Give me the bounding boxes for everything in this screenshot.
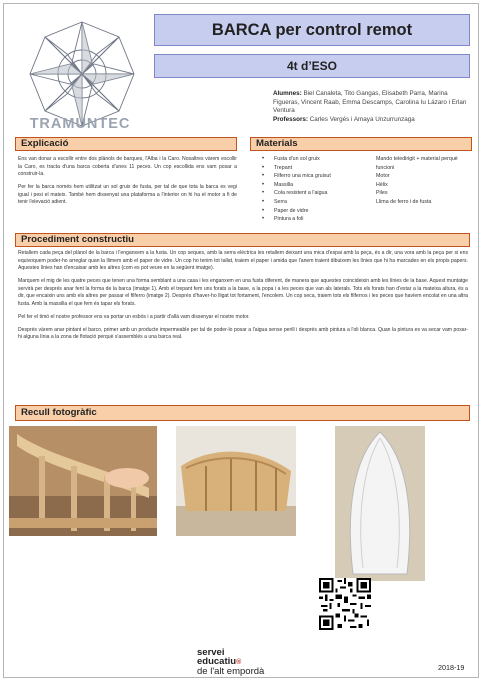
students-label: Alumnes: <box>273 90 302 97</box>
procediment-paragraph: Marquem el mig de les quatre peces que tenen una forma semblant a una casa i les enganxem en una fusta diferent, de manera que aquestes coincideixin amb les línies de la base. Aquest muntatge servirà per després anar fent la forma de la barca (imatge 1). Amb el trepant fem uns forats a la base, a la popa i a les peces que van als laterals. Tots els forats han d'estar a la mateixa altura, és a dir, que encaixin uns amb els altres per passar el filferro (imatge 2). Després d'haver-ho lligat tot fortament, l'encolem. Un cop seca, traiem tots els filferros i les peces que havíem encolat en una altra fusta. Amb la massilla el que fem és tapar els forats. <box>18 278 468 307</box>
students-names: Biel Canaleta, Tito Gangas, Elisabeth Parra, Marina Figueras, Vincent Raab, Emma Descamps, Carolina Iu Lázaro i Erlan Ventura <box>273 90 467 115</box>
section-heading-materials: Materials <box>250 137 472 151</box>
material-item: • Paper de vidre <box>262 207 372 216</box>
teachers-names: Carles Vergés i Amaya Unzurrunzaga <box>309 115 415 123</box>
material-item: • Pintura a foli <box>262 215 372 224</box>
section-heading-explicacio: Explicació <box>15 137 237 151</box>
materials-list-1 <box>262 155 372 224</box>
explicacio-text <box>18 156 237 212</box>
material-item: • Massilla <box>262 181 372 190</box>
material-item: • Filferro una mica gruixut <box>262 172 372 181</box>
procediment-paragraph: Retallem cada peça del plànol de la barca i l'enganxem a la fusta. Un cop seques, amb la serra elèctrica les retallem deixant una mica d'espai amb la peça, és a dir, una vora amb la peça per si ens equivoquem poder-ho arreglar quan la llimem amb el paper de vidre. Un cop ho tenim tot tallat, traiem el paper i amida que l'anem traient dibuixem les línies que hi ha marcades en els propis papers. Aquestes línies han d'encaixar amb les altres (com es pot veure en la següent imatge). <box>18 250 468 271</box>
authors-block <box>273 90 473 124</box>
footer-logo-line3: de l'alt empordà <box>197 666 265 677</box>
material-item: • Cola resistent a l'aigua <box>262 189 372 198</box>
procediment-text <box>18 250 468 347</box>
explicacio-paragraph: Per fer la barca només hem utilitzat un sol gruix de fusta, per tal de que tota la barca es vegi igual i pesi el mateix. També hem dissenyat una plataforma a l'interior on hi ha el motor a fi de tenir l'elevació adient. <box>18 184 237 205</box>
material-item: Mando teledirigit + material perquè funcioni <box>376 156 458 171</box>
section-heading-recull: Recull fotogràfic <box>15 405 470 421</box>
photo-boat-frame-2 <box>176 426 296 536</box>
explicacio-paragraph: Ens van donar a escollir entre dos plànols de barques, l'Alba i la Caro. Nosaltres vàrem escollir la Caro, es tracta d'una barca coberta d'unes 11 peces. Un cop escollida ens vam posar a construir-la. <box>18 156 237 177</box>
footer-logo-line2-text: educatiu <box>197 656 237 667</box>
material-item: Piles <box>376 190 388 197</box>
footer-logo <box>197 648 307 677</box>
course-label: 4t d’ESO <box>154 54 470 78</box>
qr-code <box>319 578 371 630</box>
registered-mark: ® <box>236 659 242 666</box>
teachers-label: Professors: <box>273 115 308 123</box>
material-item: Motor <box>376 173 390 180</box>
material-item: • Serra <box>262 198 372 207</box>
page-title: BARCA per control remot <box>154 14 470 46</box>
procediment-paragraph: Després vàrem anar pintant el barco, primer amb un producte impermeable per tal de poder-lo posar a l'aigua sense perill i després amb pintura a l'oli blanca. Quan la pintura es va secar vam posar-hi alguna línia a la zona de flotació perquè s'assemblés a una barca real. <box>18 326 468 340</box>
photo-boat-painted <box>335 426 425 581</box>
procediment-paragraph: Pel fer el timó el nostre professor ens va portar un esbós i a partir d'allà vam dissenyar el nostre motor. <box>18 313 250 320</box>
material-item: Hèlix <box>376 181 388 188</box>
logo-text: TRAMUNTEC <box>29 116 131 132</box>
footer-logo-line1: servei <box>197 647 225 658</box>
material-item: Llima de ferro i de fusta <box>376 198 432 205</box>
material-item: • Fusta d'un sol gruix <box>262 155 372 164</box>
school-year: 2018-19 <box>438 663 465 672</box>
material-item: • Trepant <box>262 164 372 173</box>
photo-boat-frame-1 <box>9 426 157 536</box>
section-heading-procediment: Procediment constructiu <box>15 233 470 247</box>
materials-list-2 <box>376 155 472 207</box>
